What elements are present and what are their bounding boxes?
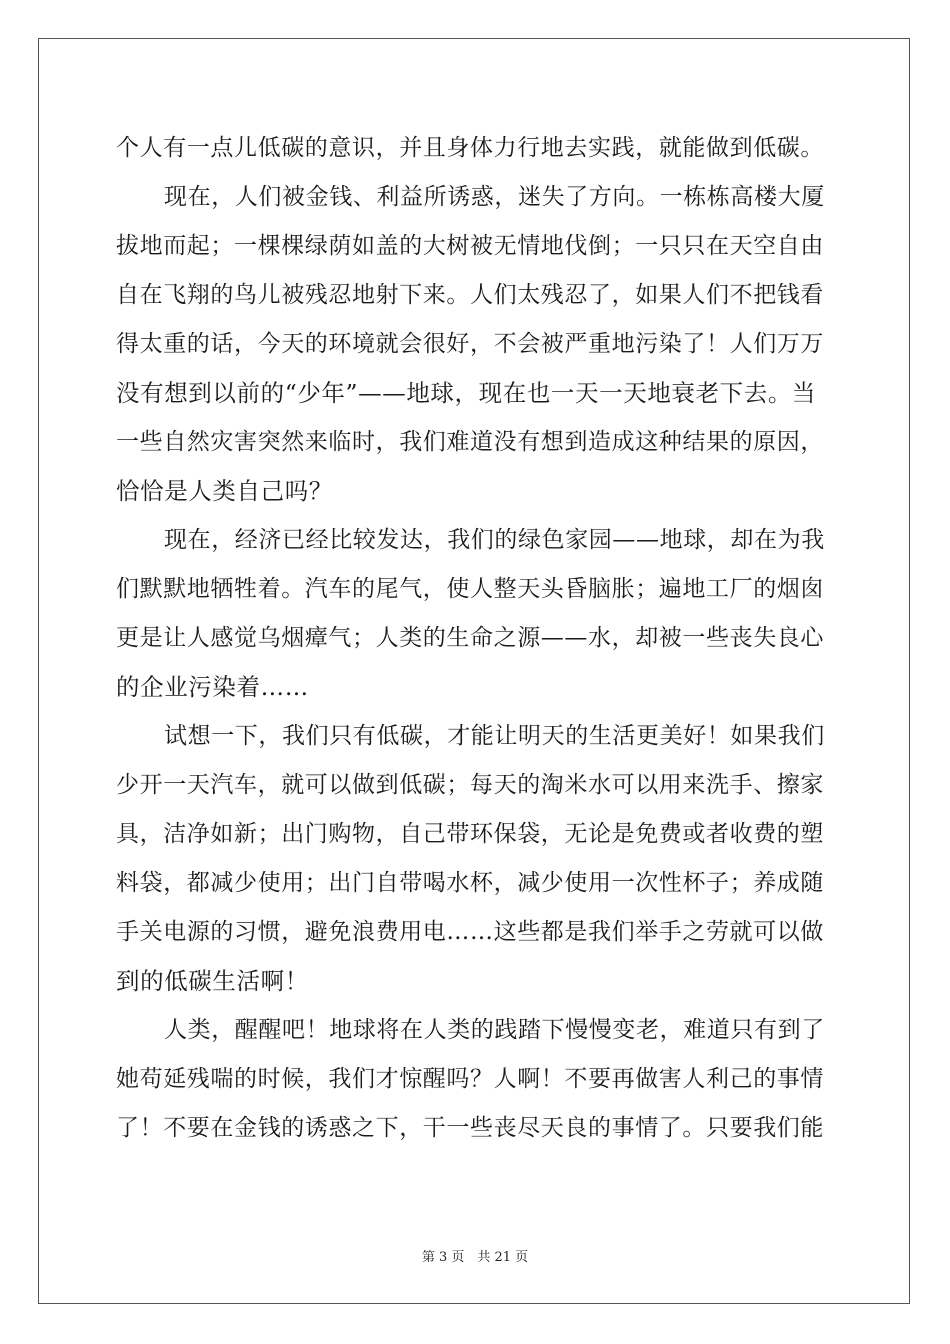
text-line: 没有想到以前的“少年”——地球，现在也一天一天地衰老下去。当 bbox=[116, 379, 817, 407]
text-line: 人类，醒醒吧！地球将在人类的践踏下慢慢变老，难道只有到了 bbox=[164, 1017, 825, 1043]
text-line: 试想一下，我们只有低碳，才能让明天的生活更美好！如果我们 bbox=[164, 723, 825, 749]
text-line: 更是让人感觉乌烟瘴气；人类的生命之源——水，却被一些丧失良心 bbox=[116, 625, 824, 651]
text-line: 手关电源的习惯，避免浪费用电……这些都是我们举手之劳就可以做 bbox=[116, 919, 824, 945]
text-line: 个人有一点儿低碳的意识，并且身体力行地去实践，就能做到低碳。 bbox=[116, 135, 824, 161]
text-line: 到的低碳生活啊！ bbox=[116, 967, 309, 995]
text-line: 现在，经济已经比较发达，我们的绿色家园——地球，却在为我 bbox=[164, 527, 825, 553]
text-line: 一些自然灾害突然来临时，我们难道没有想到造成这种结果的原因， bbox=[116, 429, 824, 455]
document-body bbox=[116, 124, 836, 1153]
text-line: 具，洁净如新；出门购物，自己带环保袋，无论是免费或者收费的塑 bbox=[116, 821, 824, 847]
text-line: 料袋，都减少使用；出门自带喝水杯，减少使用一次性杯子；养成随 bbox=[116, 870, 824, 896]
text-line: 拔地而起；一棵棵绿荫如盖的大树被无情地伐倒；一只只在天空自由 bbox=[116, 233, 824, 259]
text-line: 少开一天汽车，就可以做到低碳；每天的淘米水可以用来洗手、擦家 bbox=[116, 772, 824, 798]
text-line: 们默默地牺牲着。汽车的尾气，使人整天头昏脑胀；遍地工厂的烟囱 bbox=[116, 576, 824, 602]
text-line: 自在飞翔的鸟儿被残忍地射下来。人们太残忍了，如果人们不把钱看 bbox=[116, 282, 824, 308]
text-line: 她苟延残喘的时候，我们才惊醒吗？人啊！不要再做害人利己的事情 bbox=[116, 1066, 824, 1092]
text-line: 了！不要在金钱的诱惑之下，干一些丧尽天良的事情了。只要我们能 bbox=[116, 1115, 824, 1141]
text-line: 恰恰是人类自己吗？ bbox=[116, 477, 333, 505]
text-line: 得太重的话，今天的环境就会很好，不会被严重地污染了！人们万万 bbox=[116, 331, 824, 357]
text-line: 的企业污染着…… bbox=[116, 673, 309, 701]
text-line: 现在，人们被金钱、利益所诱惑，迷失了方向。一栋栋高楼大厦 bbox=[164, 184, 825, 210]
page-number-footer: 第 3 页 共 21 页 bbox=[421, 1250, 529, 1265]
